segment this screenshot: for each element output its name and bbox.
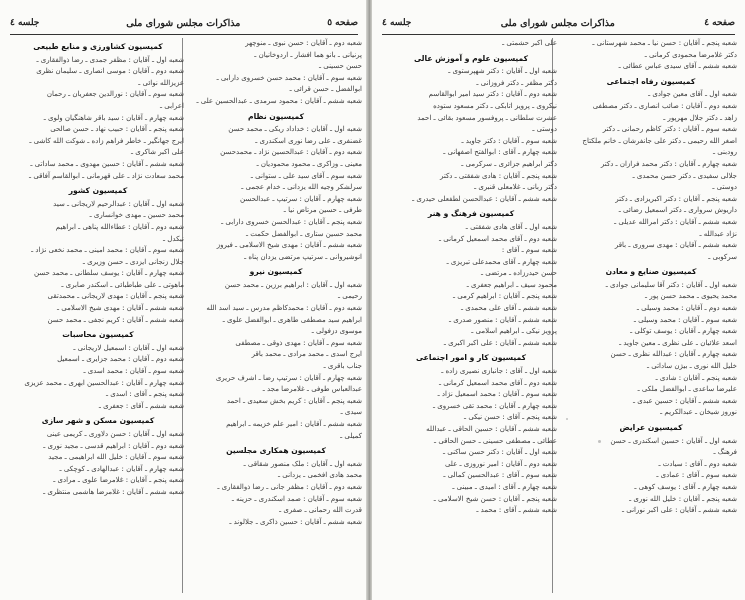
member-line: موسوی دزفولی ـ xyxy=(311,327,362,336)
member-line: شعبه چهارم ـ آقایان : سید باقر شاهنگیان ولوی ـ xyxy=(43,113,184,122)
committee-heading: کمیسیون مسکن و شهر سازی xyxy=(41,416,155,426)
member-line: حسن حسینی ـ xyxy=(318,62,362,71)
publication-title: مذاکرات مجلس شورای ملی xyxy=(126,17,241,29)
right-page xyxy=(372,0,745,600)
member-line: شعبه چهارم ـ آقایان : دکتر محمد فرازان ـ دکتر xyxy=(600,159,737,168)
member-line: شعبه سوم ـ آقایان : نورالدین جعفریان ـ رحمان xyxy=(46,90,184,99)
member-line: شعبه ششم ـ آقای : جعفری ـ xyxy=(98,401,184,410)
member-line: اسعد علائیان ـ علی نظری ـ معین جاوید ـ xyxy=(619,338,737,347)
member-line: شعبه چهارم ـ آقای : ابوالفتح اصفهانی ـ xyxy=(443,148,557,157)
member-line: ماهوتی ـ علی طباطبائی ـ اسکندر صابری ـ xyxy=(61,280,184,289)
page-number-label: صفحه ٥ xyxy=(327,18,358,28)
member-line: شعبه دوم ـ آقایان : عطاءالله پناهی ـ ابراهیم xyxy=(55,222,184,231)
member-line: شعبه اول ـ آقایان : ملک منصور شقاقی ـ xyxy=(243,459,362,468)
member-line: جلال زنجانی ایزدی ـ حسن وزیری ـ xyxy=(82,257,184,266)
member-line: شعبه چهارم ـ آقایان : یوسف سلطانی ـ محمد حسن xyxy=(33,269,184,278)
member-line: پرویز نیکی ـ ابراهیم اسلامی ـ xyxy=(471,327,557,336)
member-line: شعبه سوم ـ آقایان : دکتر جاوید ـ xyxy=(461,136,557,145)
text-column-right xyxy=(565,38,737,598)
member-line: دکتر ربانی ـ غلامعلی قنبری ـ xyxy=(474,183,557,192)
member-line: شعبه اول ـ آقای : جانبازی نصیری زاده ـ xyxy=(441,367,557,376)
member-line: جناب باقری ـ xyxy=(323,362,362,371)
member-line: شعبه سوم ـ آقایان : دکتر کاظم رحمانی ـ دکتر xyxy=(602,125,737,134)
member-line: شعبه اول ـ آقایان : مظفر جمدی ـ رضا ذوالفقاری ـ xyxy=(36,55,184,64)
member-line: علیرضا ساعدی ـ ابوالفضل ملکی ـ xyxy=(637,385,737,394)
member-line: شعبه دوم ـ آقایان : صائب انصاری ـ دکتر مصطفی xyxy=(592,101,737,110)
member-line: شعبه اول ـ آقایان : حسن دلاوری ـ کریمی عینی xyxy=(46,430,184,438)
member-line: جلالی سفیدی ـ دکتر حسن محمدی ـ xyxy=(632,171,737,180)
member-line: نژاد عبدالله ـ xyxy=(699,229,737,238)
member-line: ایرج جهانگیر ـ خاطر فراهم زاده ـ شوکت الله کاشی ـ xyxy=(29,136,184,145)
committee-heading: کمیسیون نظام xyxy=(248,111,304,121)
member-line: شعبه سوم ـ آقای : عمادی ـ xyxy=(656,471,737,480)
member-line: شعبه دوم ـ آقایان : محمد وسیلی ـ xyxy=(636,304,737,313)
member-line: نوروز شیخان ـ عبدالکریم ـ xyxy=(660,408,737,417)
member-line: شعبه ششم ـ آقایان : حسین مهدوی ـ محمد ساداتی ـ xyxy=(30,159,184,168)
member-line: شعبه سوم ـ آقایان : محمد وسیلی ـ xyxy=(633,315,737,324)
committee-heading: کمیسیون کار و امور اجتماعی xyxy=(415,353,527,363)
member-line: شعبه پنجم ـ آقایان : عبدالحسن خسروی دارابی ـ xyxy=(221,217,362,226)
member-line: رودبنی ـ xyxy=(712,148,737,157)
member-line: محمد سعادت نژاد ـ علی قهرمانی ـ ابوالقاسم آفاقی ـ xyxy=(29,171,184,180)
member-line: شعبه ششم ـ آقایان : کریم نجفی ـ محمد حسن xyxy=(47,315,184,324)
member-line: شعبه دوم ـ آقایان : موسی انصاری ـ سلیمان نظری xyxy=(36,67,184,76)
member-line: سرکوبی ـ xyxy=(708,252,737,261)
page-number-label: صفحه ٤ xyxy=(704,18,735,28)
member-line: شعبه سوم ـ آقایان : خلیل الله ابراهیمی ـ مجید xyxy=(48,453,184,462)
member-line: شعبه پنجم ـ آقایان : خلیل الله نوری ـ xyxy=(629,494,737,503)
member-line: شعبه سوم ـ آقایان : محمد امینی ـ محمد نخعی نژاد ـ xyxy=(31,246,184,255)
member-line: علی اکبر شاکری ـ xyxy=(131,148,184,157)
member-line: شعبه دوم ـ آقایان : محمدکاظم مدرس ـ سید اسد الله xyxy=(206,304,362,313)
session-label: جلسه ٤ xyxy=(10,18,40,28)
member-line: علی اکبر حشمتی ـ xyxy=(502,39,557,47)
member-line: شعبه چهارم ـ آقایان : یوسف توکلی ـ xyxy=(630,327,737,336)
committee-heading: کمیسیون صنایع و معادن xyxy=(605,267,697,277)
member-line: محمود سیف ـ ابراهیم جعفری ـ xyxy=(466,280,557,289)
member-line: شعبه پنجم ـ آقایان : ابراهیم کرمی ـ xyxy=(453,292,557,301)
member-line: شعبه اول ـ آقایان : اسمعیل لاریجانی ـ xyxy=(73,343,184,352)
member-line: شعبه اول ـ آقایان : عبدالرحیم لاریجانی ـ سید xyxy=(53,199,184,208)
member-line: شعبه ششم ـ آقایان : حسین الحاقی ـ عبدالله xyxy=(426,425,557,433)
text-column-right xyxy=(190,38,362,598)
member-line: کمیلی ـ xyxy=(340,431,362,440)
member-line: شعبه ششم ـ آقایان : مهدی شیخ الاسلامی ـ xyxy=(57,304,184,313)
member-line: شعبه پنجم ـ آقایان : هادی شفقتی ـ دکتر xyxy=(440,171,557,180)
member-line: عطائی ـ مصطفی حسینی ـ حسن الحاقی ـ xyxy=(434,436,557,445)
member-line: ابوالفضل ـ حسن قرائی ـ xyxy=(289,85,362,94)
member-line: شعبه اول ـ آقایان : دکتر شهپرستوی ـ xyxy=(448,67,557,76)
member-line: شعبه اول ـ آقای معین جوادی ـ xyxy=(648,90,737,99)
member-line: شعبه دوم ـ آقایان : محمد جزایری ـ اسمعیل xyxy=(57,355,184,364)
member-line: خلیل الله نوری ـ بیژن ساداتی ـ xyxy=(647,362,737,371)
member-line: شعبه پنجم ـ آقای : اسدی ـ xyxy=(105,390,184,399)
member-line: شعبه سوم ـ آقایان : صمد اسکندری ـ حزینه ـ xyxy=(231,494,362,503)
committee-heading: کمیسیون فرهنگ و هنر xyxy=(427,209,515,219)
member-line: شعبه پنجم ـ آقای : حسن نیکی ـ xyxy=(464,413,557,422)
committee-heading: کمیسیون عرایض xyxy=(619,423,683,432)
member-line: شعبه دوم ـ آقایان : عبدالحسین نژاد ـ محمدحسن xyxy=(220,148,362,157)
member-line: شعبه دوم ـ آقای : سیادت ـ xyxy=(658,459,737,468)
committee-heading: کمیسیون رفاه اجتماعی xyxy=(606,76,696,86)
member-line: شعبه چهارم ـ آقای : امیدی ـ مبینی ـ xyxy=(452,482,557,491)
member-line: سرلشکر وجیه الله یزدانی ـ خدام عجمی ـ xyxy=(241,183,362,192)
member-line: محمد حسین ستاری ـ ابوالفضل حکمت ـ xyxy=(245,229,362,238)
member-line: شعبه ششم ـ آقای علی محمدی ـ xyxy=(460,304,557,313)
committee-heading: کمیسیون نیرو xyxy=(249,267,303,277)
member-line: شعبه سوم ـ آقای : xyxy=(501,246,557,255)
member-line: شعبه دوم ـ آقایان : امیر نوروزی ـ علی xyxy=(444,459,557,468)
member-line: اصغر الله رحیمی ـ دکتر علی جانفرشان ـ خانم ملکتاج xyxy=(582,136,737,145)
member-line: شعبه ششم ـ آقایان : غلامرضا هاشمی منتظری ـ xyxy=(43,487,184,496)
member-line: شعبه چهارم ـ آقایان : عبدالله نظری ـ حسن xyxy=(610,350,737,359)
member-line: شعبه ششم ـ آقایان : حسین ذاکری ـ جلالوند ـ xyxy=(229,517,362,526)
member-line: دوستی ـ xyxy=(712,183,737,192)
member-line: معینی ـ وزاکری ـ محمود محمودیان ـ xyxy=(256,159,362,168)
member-line: شعبه چهارم ـ آقایان : سرتیپ ـ عبدالحسن xyxy=(240,194,362,203)
member-line: عزیزالله نوائی ـ xyxy=(138,78,184,87)
member-line: شعبه پنجم ـ آقایان : حسن نیا ـ محمد شهرستانی ـ xyxy=(592,39,737,47)
member-line: محمد هادی افخمی ـ یزدانی ـ xyxy=(278,471,362,480)
text-column-left xyxy=(385,38,557,598)
scan-speck xyxy=(566,418,568,420)
member-line: اعرابی ـ xyxy=(160,101,184,110)
member-line: شعبه چهارم ـ آقایان : عبدالهادی ـ کوچکی ـ xyxy=(59,464,184,473)
committee-heading: کمیسیون کشاورزی و منابع طبیعی xyxy=(33,42,163,51)
committee-heading: کمیسیون محاسبات xyxy=(62,330,134,340)
member-line: داریوش سرواری ـ دکتر اسمعیل رضائی ـ xyxy=(618,206,737,215)
member-line: محمد حسین ـ مهدی خوانساری ـ xyxy=(89,211,184,220)
member-line: شعبه سوم ـ آقایان : محمد اسمعیل نژاد ـ xyxy=(437,390,557,399)
text-column-left xyxy=(12,38,184,598)
member-line: شعبه پنجم ـ آقایان : کریم بخش سعیدی ـ احمد xyxy=(226,396,362,405)
member-line: شعبه پنجم ـ آقایان : غلامرضا علوی ـ مرادی ـ xyxy=(53,476,184,485)
member-line: شعبه سوم ـ آقایان : مهدی ذوقی ـ مصطفی xyxy=(235,338,362,347)
member-line: قدرت الله رحمانی ـ صفری ـ xyxy=(279,506,362,515)
member-line: شعبه اول ـ آقای هادی شفقتی ـ xyxy=(465,222,557,231)
scan-speck xyxy=(598,440,601,443)
member-line: شعبه ششم ـ آقایان : دکتر امرالله عدیلی ـ xyxy=(614,217,737,226)
member-line: شعبه ششم ـ آقایان : علی اکبر نورانی ـ xyxy=(621,506,737,515)
member-line: شعبه اول ـ آقایان : خداداد ریکی ـ محمد حسن xyxy=(228,125,362,134)
member-line: شعبه پنجم ـ آقایان : مهدی لاریجانی ـ محمدتقی xyxy=(47,292,184,301)
member-line: شعبه ششم ـ آقایان : مهدی سروری ـ باقر xyxy=(614,241,737,250)
member-line: دکتر غلامرضا محمودی کرمانی ـ xyxy=(644,50,737,59)
member-line: شعبه سوم ـ آقای : عبدالحسین کمالی ـ xyxy=(443,471,557,480)
member-line: شعبه ششم ـ آقایان : امیر علم خزیمه ـ ابراهیم xyxy=(226,420,362,428)
member-line: شعبه اول ـ آقایان : حسین اسکندری ـ حسن xyxy=(610,436,737,445)
member-line: ایرج اسدی ـ محمد مرادی ـ محمد باقر xyxy=(251,350,362,359)
member-line: غضنفری ـ علی رضا نوری اسکندری ـ xyxy=(255,136,362,145)
member-line: زاهد ـ دکتر جلال مهرپور ـ xyxy=(663,113,737,122)
member-line: شعبه ششم ـ آقایان : منصور صدری ـ xyxy=(449,315,557,324)
member-line: نیکروی ـ پرویز اتابکی ـ دکتر مسعود ستوده xyxy=(433,101,557,110)
member-line: شعبه سوم ـ آقایان : محمد اسدی ـ xyxy=(83,367,184,376)
member-line: شعبه اول ـ آقایان : ابراهیم برزین ـ محمد حسن xyxy=(224,280,362,289)
member-line: دوستی ـ xyxy=(532,125,557,134)
member-line: شعبه اول ـ آقایان : دکتر آقا سلیمانی جوادی ـ xyxy=(605,280,737,289)
member-line: شعبه دوم ـ آقایان : دکتر سید امیر ابوالقاسم xyxy=(428,90,557,99)
member-line: شعبه ششم ـ آقای : محمد ـ xyxy=(476,506,557,515)
scan-speck xyxy=(120,478,122,480)
member-line: شعبه سوم ـ آقایان : محمد حسن خسروی دارابی ـ xyxy=(216,73,362,82)
member-line: شعبه اول ـ آقایان : دکتر حسن ساکنی ـ xyxy=(442,448,557,457)
member-line: شعبه دوم ـ آقایان : حسن نبوی ـ منوچهر xyxy=(245,39,362,47)
member-line: شعبه پنجم ـ آقایان : حبیب نهاد ـ حسن صالحی xyxy=(50,125,184,134)
member-line: طرفی ـ حسین مرتاض نیا ـ xyxy=(283,206,362,215)
member-line: شعبه دوم ـ آقایان : مظفر جانی ـ رضا ذوالفقاری ـ xyxy=(217,482,362,491)
member-line: شعبه پنجم ـ آقایان : حسن شیخ الاسلامی ـ xyxy=(433,494,557,503)
member-line: شعبه ششم ـ آقایان : محمود سرمدی ـ عبدالحسین علی ـ xyxy=(196,96,362,105)
committee-heading: کمیسیون علوم و آموزش عالی xyxy=(413,53,529,63)
member-line: دکتر مظفر ـ دکتر فروزانی ـ xyxy=(476,78,557,87)
member-line: شعبه ششم ـ آقایان : حسین عبدی ـ xyxy=(632,396,737,405)
member-line: رحیمی ـ xyxy=(338,292,362,301)
member-line: شعبه چهارم ـ آقایان : عبدالحسین ابهری ـ محمد عزیزی xyxy=(24,378,184,387)
page-header xyxy=(382,12,735,35)
member-line: پرنیانی ـ بانو هما افشار ـ اردوخانیان ـ xyxy=(254,50,362,59)
member-line: عبدالعباس طوفی ـ غلامرضا مجد ـ xyxy=(262,385,362,394)
member-line: فرهنگ ـ xyxy=(713,448,737,457)
member-line: شعبه پنجم ـ آقایان : دکتر اکبریزادی ـ دکتر xyxy=(615,194,737,203)
member-line: شعبه دوم ـ آقایان : ابراهیم قدسی ـ مجید نوری ـ xyxy=(43,441,184,450)
member-line: حسن حیدرزاده ـ مرتضی ـ xyxy=(481,269,557,278)
member-line: شعبه ششم ـ آقایان : مهدی شیخ الاسلامی ـ فیروز xyxy=(216,241,362,250)
member-line: سیدی ـ xyxy=(340,408,362,417)
member-line: شعبه چهارم ـ آقای : یوسف کوهی ـ xyxy=(634,482,737,491)
member-line: انوشیروانی ـ سرتیپ مرتضی یزدان پناه ـ xyxy=(244,252,362,261)
member-line: شعبه ششم ـ آقای سیدی عباس عطائی ـ xyxy=(618,62,737,71)
member-line: شعبه چهارم ـ آقایان : محمد تقی خسروی ـ xyxy=(432,401,557,410)
member-line: شعبه دوم ـ آقای محمد اسمعیل کرمانی ـ xyxy=(438,378,557,387)
member-line: شعبه پنجم ـ آقایان : شادی ـ xyxy=(655,373,737,382)
committee-heading: کمیسیون کشور xyxy=(68,186,128,196)
member-line: نیکدل ـ xyxy=(163,234,184,243)
member-line: دکتر ابراهیم جزائری ـ سرکرمی ـ xyxy=(461,159,557,168)
publication-title: مذاکرات مجلس شورای ملی xyxy=(500,17,615,29)
left-page xyxy=(0,0,368,600)
member-line: شعبه چهارم ـ آقای محمدعلی تبریزی ـ xyxy=(446,257,557,266)
member-line: شعبه سوم ـ آقای سید علی ـ ستوانی ـ xyxy=(250,171,362,180)
member-line: شعبه چهارم ـ آقایان : سرتیپ رضا ـ اشرف حریری xyxy=(215,373,362,382)
page-header xyxy=(10,12,358,35)
member-line: محمد یحیوی ـ محمد حسن پور ـ xyxy=(645,292,737,301)
member-line: شعبه ششم ـ آقایان : عبدالحسن لطفعلی حیدری ـ xyxy=(412,194,557,203)
session-label: جلسه ٤ xyxy=(382,18,412,28)
member-line: شعبه ششم ـ آقایان : علی اکبر اکبری ـ xyxy=(443,338,557,347)
member-line: ابراهیم سید مصطفی طاهری ـ ابوالفضل علوی ـ xyxy=(222,315,362,324)
committee-heading: کمیسیون همکاری مجلسین xyxy=(226,446,326,456)
member-line: عشرت سلطانی ـ پروفسور مسعود بقائی ـ احمد xyxy=(417,113,557,122)
member-line: شعبه دوم ـ آقای محمد اسمعیل کرمانی ـ xyxy=(438,234,557,243)
